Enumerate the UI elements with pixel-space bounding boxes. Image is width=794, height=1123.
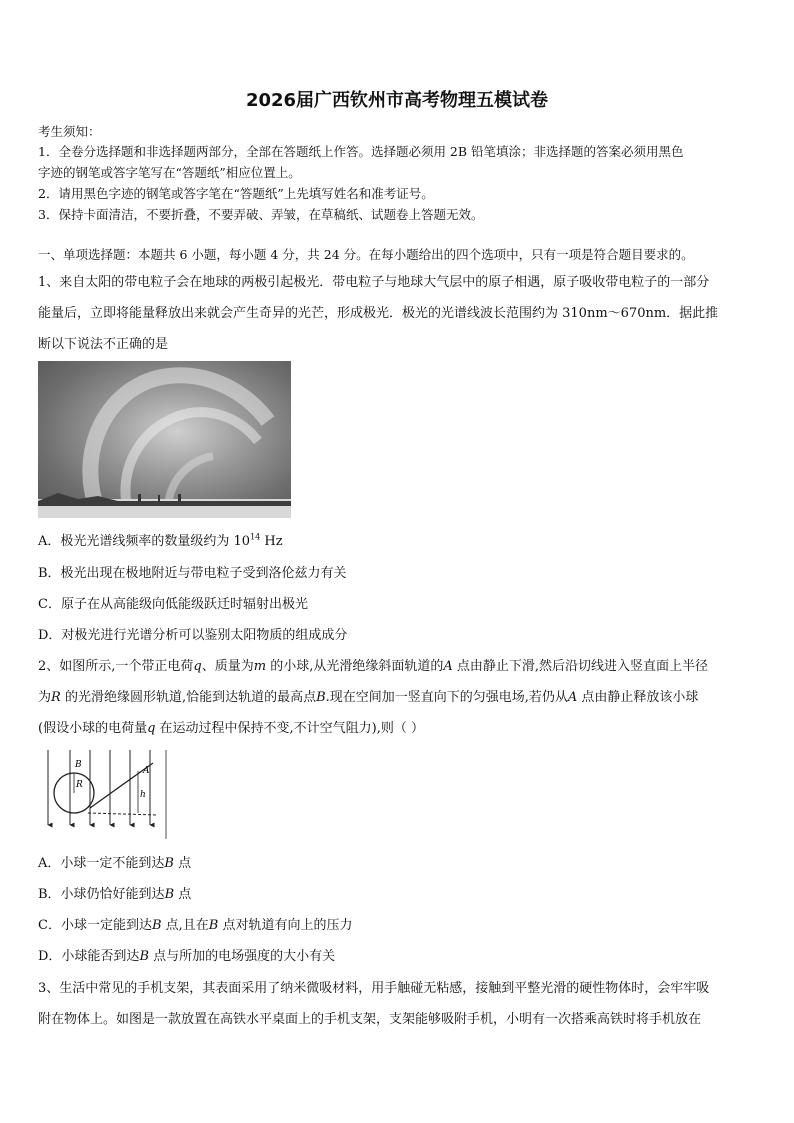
- section-1-heading: 一、单项选择题：本题共 6 小题，每小题 4 分，共 24 分。在每小题给出的四个选项中，只有一项是符合题目要求的。: [38, 247, 694, 262]
- q2-option-a-text: 点: [173, 856, 192, 871]
- notice-item-1-line-1: 1．全卷分选择题和非选择题两部分，全部在答题纸上作答。选择题必须用 2B 铅笔填涂；非选择题的答案必须用黑色: [38, 144, 684, 159]
- q2-option-a-text: A．小球一定不能到达: [38, 856, 165, 871]
- aurora-photo: [38, 361, 291, 518]
- q1-option-c: C．原子在从高能级向低能级跃迁时辐射出极光: [38, 597, 308, 612]
- q2-option-b-text: B．小球仍恰好能到达: [38, 887, 165, 902]
- q2-option-c-text: C．小球一定能到达: [38, 918, 152, 933]
- q2-var-a: A: [567, 690, 578, 705]
- q2-option-d-text: D．小球能否到达: [38, 949, 140, 964]
- q2-text: 的小球,从光滑绝缘斜面轨道的: [266, 659, 444, 674]
- fig-label-a: A: [143, 766, 150, 776]
- q2-var-a: A: [443, 659, 453, 674]
- aurora-photo-art: [38, 361, 291, 518]
- q2-option-c-text: 点,且在: [161, 918, 209, 933]
- notice-item-3: 3．保持卡面清洁，不要折叠，不要弄破、弄皱，在草稿纸、试题卷上答题无效。: [38, 207, 484, 222]
- q2-option-b: [38, 883, 191, 902]
- q2-var-r: R: [51, 690, 61, 705]
- q2-text: 的光滑绝缘圆形轨道,恰能到达轨道的最高点: [60, 690, 317, 705]
- q3-stem-line-2: 附在物体上。如图是一款放置在高铁水平桌面上的手机支架，支架能够吸附手机，小明有一次搭乘高铁时将手机放在: [38, 1012, 702, 1027]
- fig-label-r: R: [76, 780, 83, 790]
- q1-option-a-exponent: 14: [250, 532, 261, 542]
- q2-text: 点由静止释放该小球: [577, 690, 699, 705]
- q2-option-d: [38, 945, 335, 964]
- q2-option-a: [38, 852, 191, 871]
- q2-stem-line-3: [38, 717, 424, 736]
- q2-var-b: B: [208, 918, 219, 933]
- page-title: 2026届广西钦州市高考物理五模试卷: [245, 90, 549, 111]
- q1-option-d: D．对极光进行光谱分析可以鉴别太阳物质的组成成分: [38, 628, 348, 643]
- q2-text: 点由静止下滑,然后沿切线进入竖直面上半径: [452, 659, 708, 674]
- q2-var-q: q: [147, 721, 156, 736]
- q1-option-a-text: A．极光光谱线频率的数量级约为 10: [38, 534, 251, 549]
- q1-option-b: B．极光出现在极地附近与带电粒子受到洛伦兹力有关: [38, 566, 347, 581]
- fig-label-h: h: [140, 790, 146, 800]
- q2-var-b: B: [139, 949, 149, 964]
- q2-var-b: B: [164, 887, 175, 902]
- q2-var-b: B: [164, 856, 174, 871]
- q2-text: 为: [38, 690, 52, 705]
- q1-option-a: [38, 530, 283, 549]
- baseline: [88, 813, 158, 815]
- q1-stem-line-1: 1、来自太阳的带电粒子会在地球的两极引起极光．带电粒子与地球大气层中的原子相遇，原子吸收带电粒子的一部分: [38, 275, 710, 290]
- fig-label-b: B: [75, 760, 82, 770]
- q2-option-c: [38, 914, 352, 933]
- q2-option-d-text: 点与所加的电场强度的大小有关: [149, 949, 336, 964]
- q2-var-q: q: [193, 659, 202, 674]
- q3-stem-line-1: 3、生活中常见的手机支架，其表面采用了纳米微吸材料，用手触碰无粘感，接触到平整光滑的硬性物体时，会牢牢吸: [38, 981, 710, 996]
- notice-heading: 考生须知：: [38, 124, 101, 139]
- q2-figure: [38, 745, 173, 840]
- q2-stem-line-1: [38, 655, 708, 674]
- q2-stem-line-2: [38, 686, 698, 705]
- q1-stem-line-3: 断以下说法不正确的是: [38, 337, 169, 352]
- q2-text: 2、如图所示,一个带正电荷: [38, 659, 194, 674]
- q2-text: 、质量为: [201, 659, 254, 674]
- q1-stem-line-2: 能量后，立即将能量释放出来就会产生奇异的光芒，形成极光．极光的光谱线波长范围约为 310nm～670nm．据此推: [38, 306, 719, 321]
- q2-option-c-text: 点对轨道有向上的压力: [218, 918, 353, 933]
- q2-var-b: B: [316, 690, 326, 705]
- q2-text: 在运动过程中保持不变,不计空气阻力),则（ ）: [155, 721, 425, 736]
- notice-item-1-line-2: 字迹的钢笔或答字笔写在“答题纸”相应位置上。: [38, 165, 301, 180]
- q2-option-b-text: 点: [174, 887, 192, 902]
- q1-option-a-unit: Hz: [260, 534, 283, 549]
- q2-var-b: B: [151, 918, 162, 933]
- q2-text: .现在空间加一竖直向下的匀强电场,若仍从: [325, 690, 568, 705]
- notice-item-2: 2．请用黑色字迹的钢笔或答字笔在“答题纸”上先填写姓名和准考证号。: [38, 186, 434, 201]
- q2-var-m: m: [253, 659, 267, 674]
- q2-text: (假设小球的电荷量: [38, 721, 148, 736]
